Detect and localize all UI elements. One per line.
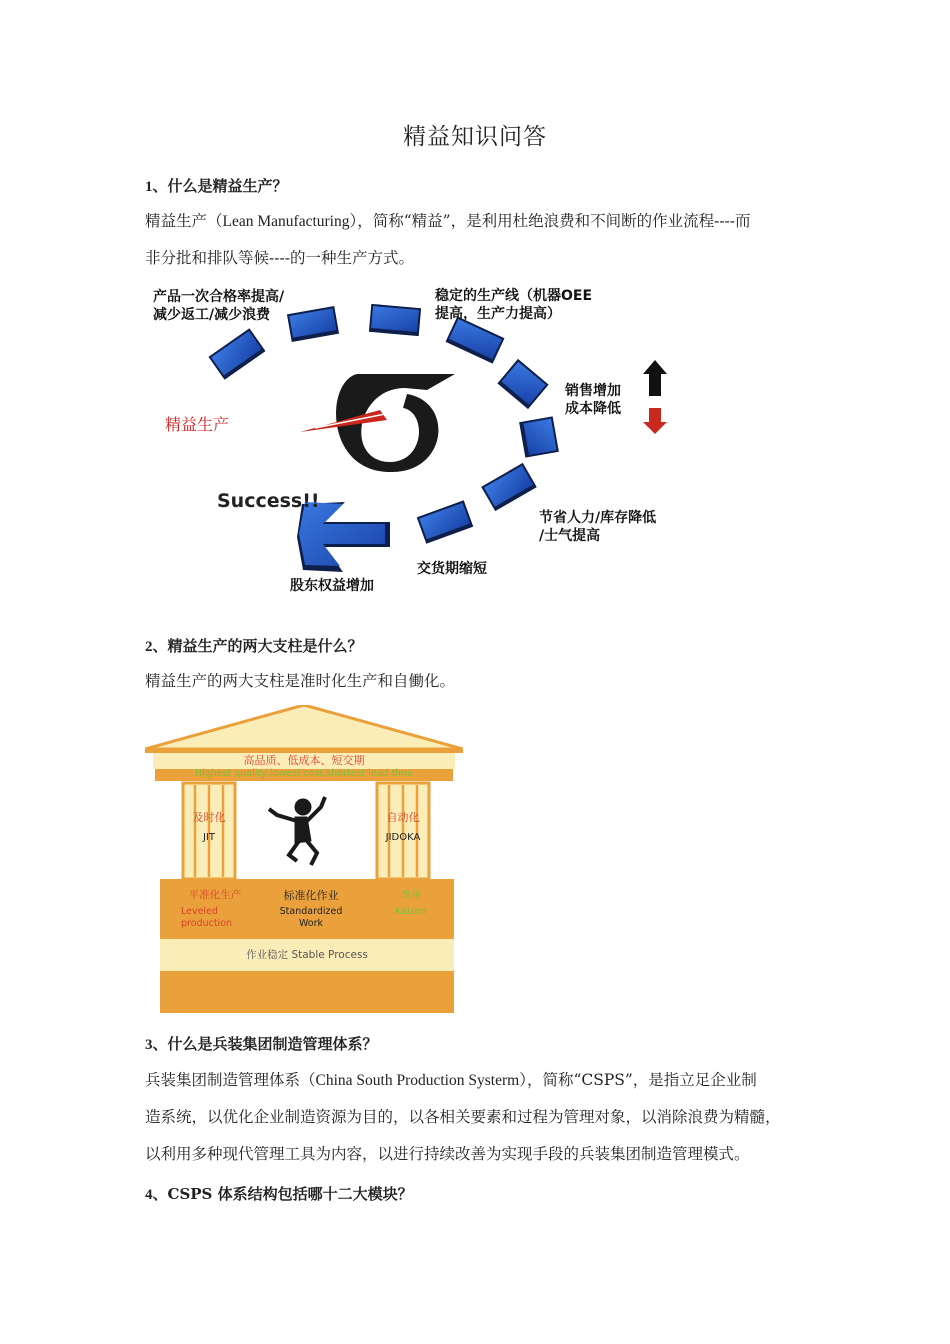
question-number: 3 [145, 1037, 153, 1053]
label-line: 节省人力/库存降低 [539, 510, 657, 526]
answer-line: 以利用多种现代管理工具为内容，以进行持续改善为实现手段的兵装集团制造管理模式。 [145, 1145, 750, 1163]
base-standardized-en-label [261, 906, 361, 930]
pillar-right-cn-label: 自动化 [386, 811, 420, 824]
arrow-down-icon [643, 408, 667, 434]
label-lean: 精益生产 [165, 415, 230, 434]
tile-8 [417, 500, 474, 543]
roof-en-label: Highest quality,lowest cost,shortest lead time [194, 768, 414, 779]
base-leveled-en-label [181, 906, 251, 930]
label-line: Standardized [279, 906, 343, 917]
pillar-left [183, 783, 235, 879]
label-line: 减少返工/减少浪费 [153, 307, 271, 323]
pillar-left-en-label: JIT [202, 832, 215, 843]
question-4 [145, 1183, 413, 1204]
swirl-icon [300, 374, 455, 472]
foundation-cn: 作业稳定 [246, 949, 289, 961]
label-line: Work [298, 918, 324, 929]
base-kaizen-en-label: Kaizen [395, 906, 427, 917]
answer-text: 精益生产（ [145, 212, 223, 230]
question-number: 4 [145, 1187, 153, 1203]
question-2 [145, 635, 363, 656]
pillar-right-en-label: JIDOKA [385, 832, 421, 843]
answer-text: ），简称“精益”，是利用杜绝浪费和不间断的作业流程----而 [349, 212, 751, 230]
lean-house-figure [145, 705, 463, 1013]
lean-cycle-graphic [145, 282, 685, 602]
foundation-label [160, 947, 454, 962]
base-kaizen-cn-label: 改善 [400, 889, 422, 901]
question-number: 2 [145, 639, 153, 655]
answer-latin: China South Production Systerm [315, 1072, 520, 1089]
question-text: 、什么是精益生产？ [152, 177, 288, 195]
jumping-person-icon [269, 797, 325, 865]
question-3 [145, 1033, 378, 1054]
tile-6 [519, 416, 559, 457]
answer-latin: Lean Manufacturing [222, 213, 350, 230]
label-line: /士气提高 [539, 528, 601, 544]
roof-cn-label: 高品质、低成本、短交期 [243, 754, 365, 767]
answer-line: 非分批和排队等候----的一种生产方式。 [145, 249, 414, 267]
label-equity: 股东权益增加 [290, 578, 374, 594]
answer-text: 兵装集团制造管理体系（ [145, 1071, 316, 1089]
arrow-up-icon [643, 360, 667, 396]
answer-2: 精益生产的两大支柱是准时化生产和自働化。 [145, 672, 456, 690]
label-sales [565, 382, 621, 418]
label-line: Leveled [181, 906, 218, 917]
question-number: 1 [145, 179, 153, 195]
label-line: 产品一次合格率提高/ [153, 289, 285, 305]
tile-2 [287, 306, 339, 342]
lean-cycle-figure [145, 282, 685, 602]
question-text: 、CSPS 体系结构包括哪十二大模块？ [152, 1185, 413, 1203]
label-line: 稳定的生产线（机器OEE [435, 288, 593, 304]
question-text: 、精益生产的两大支柱是什么？ [152, 637, 363, 655]
label-line: 提高，生产力提高） [435, 306, 561, 322]
base-leveled-cn-label: 平准化生产 [188, 889, 242, 901]
base-standardized-cn-label: 标准化作业 [283, 889, 339, 902]
answer-line: 造系统，以优化企业制造资源为目的，以各相关要素和过程为管理对象，以消除浪费为精髓， [145, 1108, 781, 1126]
label-delivery: 交货期缩短 [417, 561, 487, 577]
tile-7 [481, 463, 537, 511]
tile-3 [369, 304, 421, 336]
label-stable-line [435, 287, 592, 323]
pillar-right [377, 783, 429, 879]
question-1 [145, 175, 288, 196]
big-arrow-icon [297, 502, 390, 572]
question-text: 、什么是兵装集团制造管理体系？ [152, 1035, 378, 1053]
label-line: 成本降低 [565, 401, 621, 417]
answer-3 [145, 1062, 810, 1173]
label-labor [539, 509, 656, 545]
pillar-left-cn-label: 及时化 [192, 811, 226, 824]
answer-1 [145, 203, 810, 277]
label-quality [153, 288, 284, 324]
tile-5 [497, 359, 548, 409]
label-success: Success!! [217, 490, 320, 512]
foundation-en: Stable Process [291, 949, 368, 961]
answer-line [145, 203, 810, 240]
answer-text: ），简称“CSPS”，是指立足企业制 [519, 1071, 757, 1089]
answer-line [145, 1062, 810, 1099]
tile-1 [208, 328, 265, 380]
label-line: 销售增加 [565, 383, 621, 399]
tile-4 [446, 316, 505, 363]
page-title: 精益知识问答 [403, 124, 547, 150]
label-line: production [181, 918, 233, 929]
